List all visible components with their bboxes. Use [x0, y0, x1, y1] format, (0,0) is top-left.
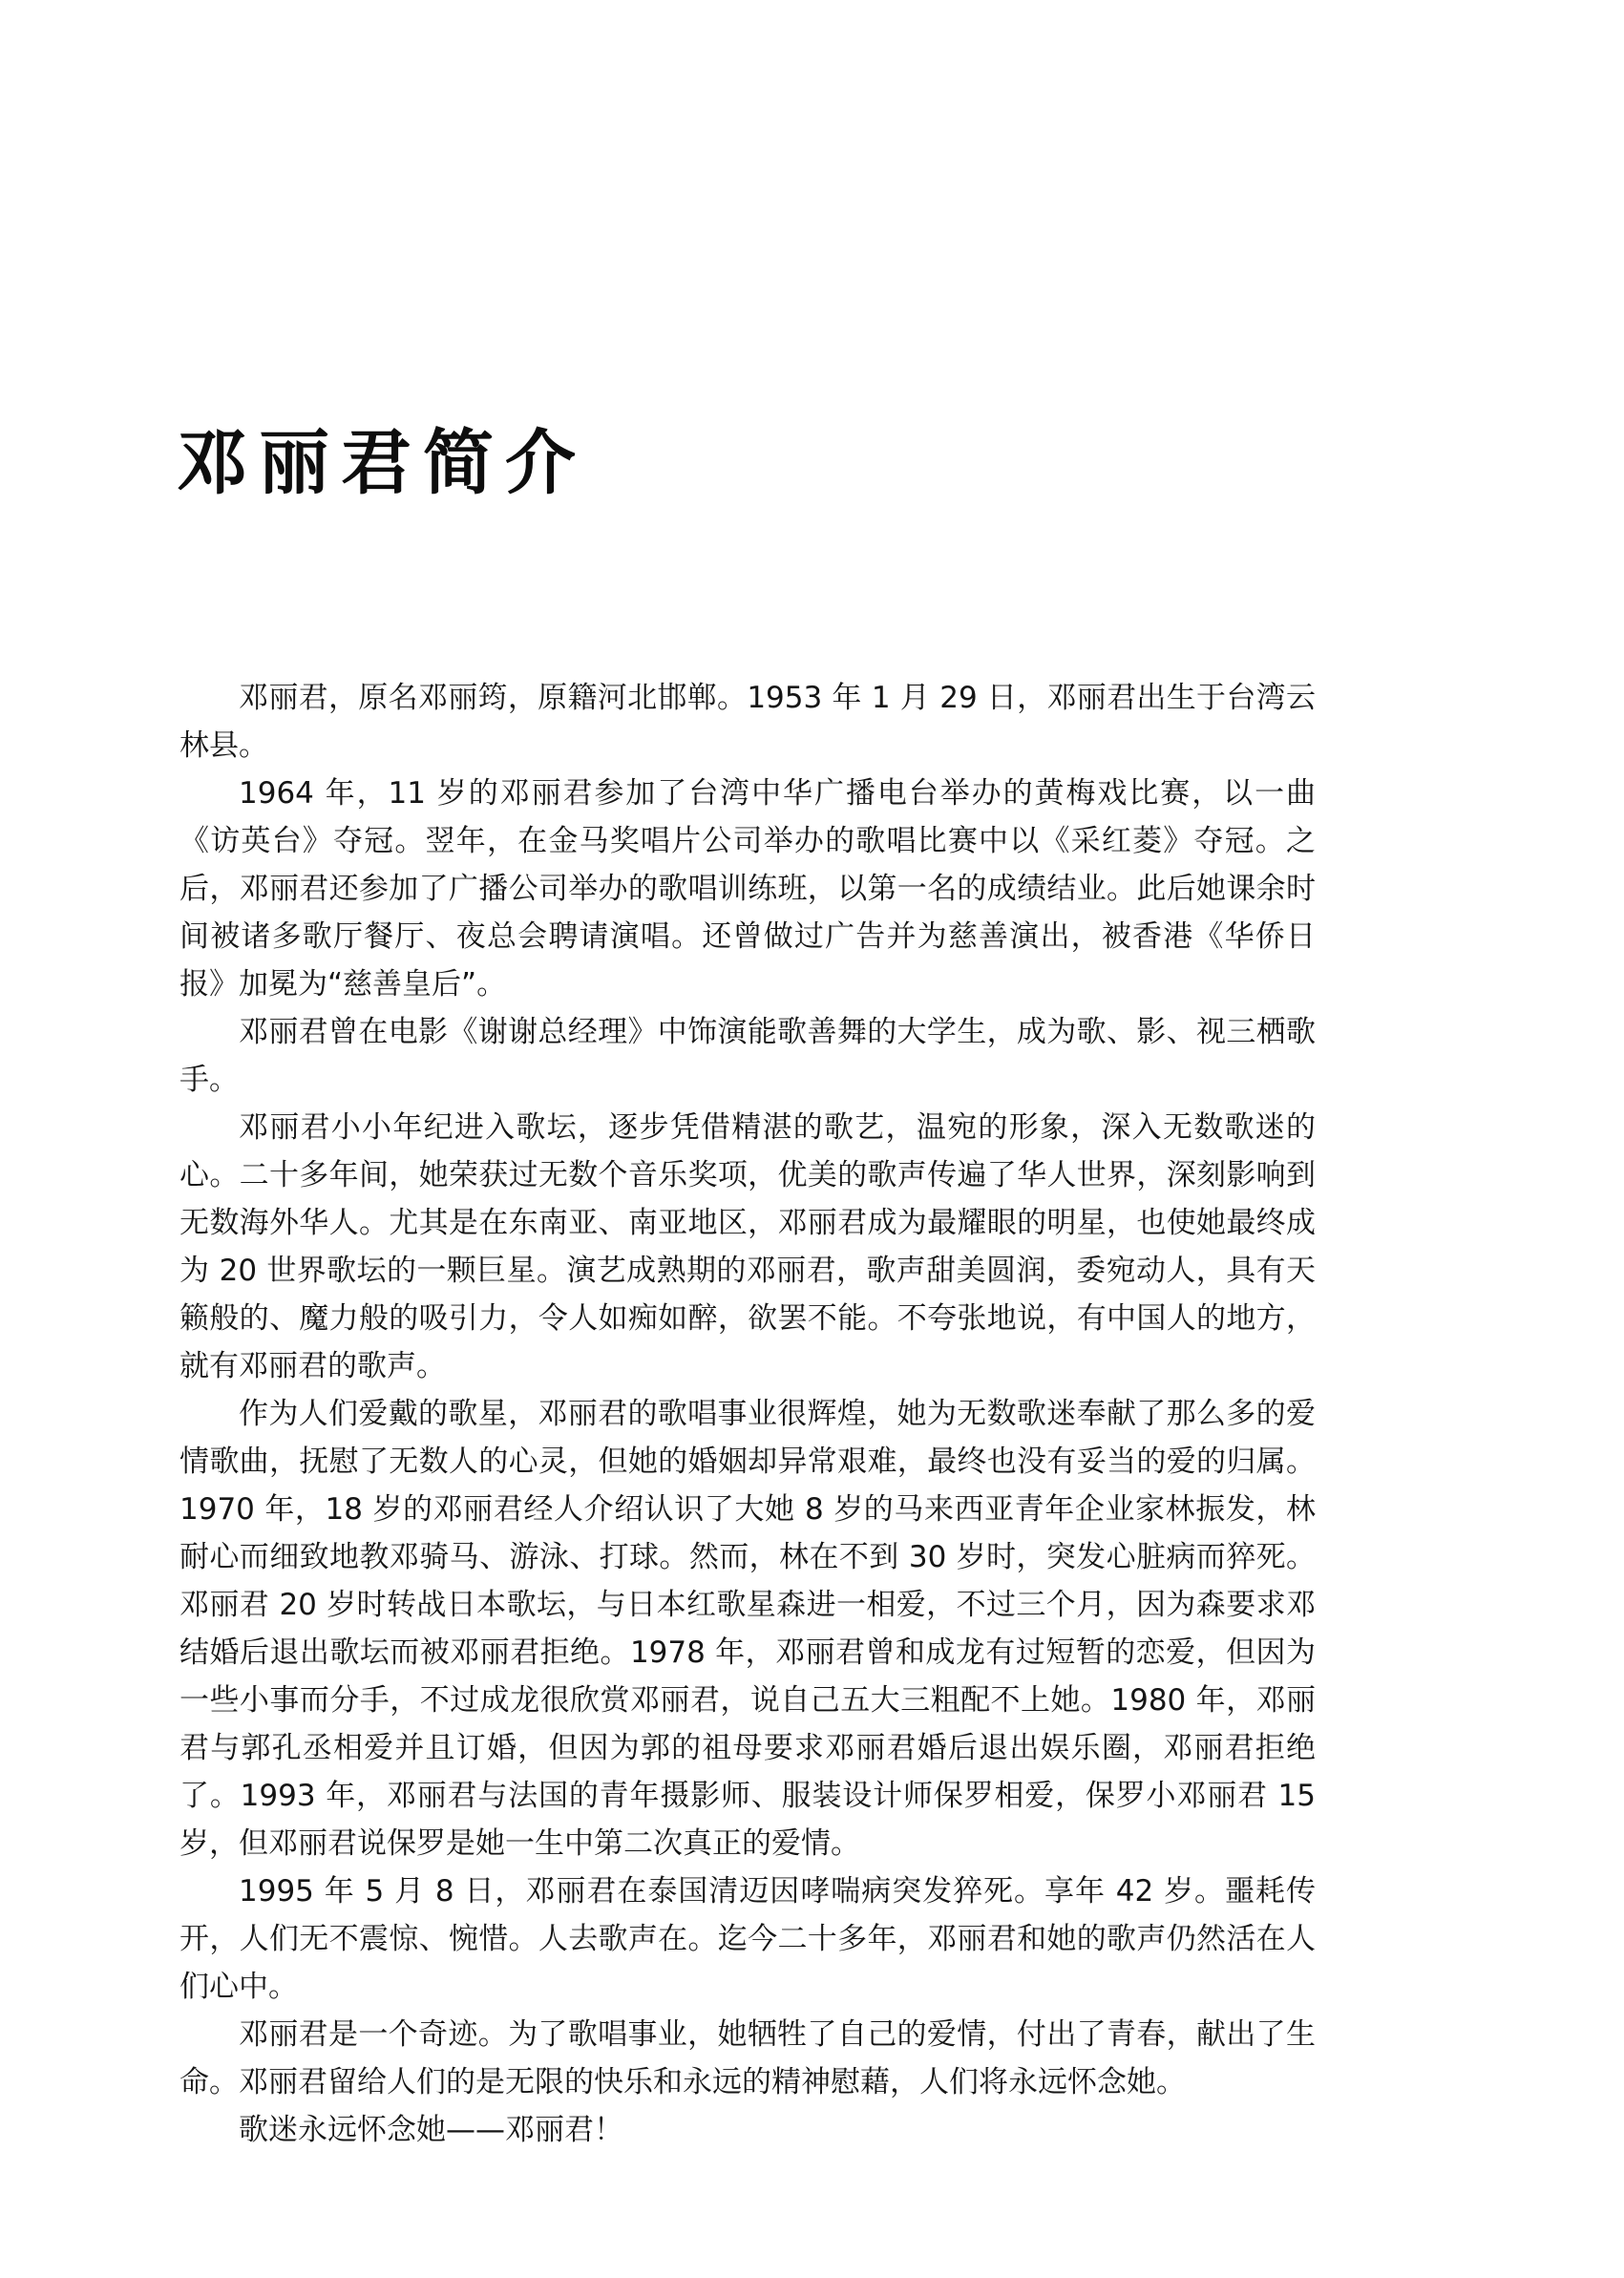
- paragraph-relationships: 作为人们爱戴的歌星，邓丽君的歌唱事业很辉煌，她为无数歌迷奉献了那么多的爱情歌曲，抚慰了无数人的心灵，但她的婚姻却异常艰难，最终也没有妥当的爱的归属。1970 年，18 岁的邓丽君经人介绍认识了大她 8 岁的马来西亚青年企业家林振发，林耐心而细致地教邓骑马、游泳、打球。然而，林在不到 30 岁时，突发心脏病而猝死。邓丽君 20 岁时转战日本歌坛，与日本红歌星森进一相爱，不过三个月，因为森要求邓结婚后退出歌坛而被邓丽君拒绝。1978 年，邓丽君曾和成龙有过短暂的恋爱，但因为一些小事而分手，不过成龙很欣赏邓丽君，说自己五大三粗配不上她。1980 年，邓丽君与郭孔丞相爱并且订婚，但因为郭的祖母要求邓丽君婚后退出娱乐圈，邓丽君拒绝了。1993 年，邓丽君与法国的青年摄影师、服装设计师保罗相爱，保罗小邓丽君 15 岁，但邓丽君说保罗是她一生中第二次真正的爱情。: [179, 1397, 1316, 1861]
- paragraph-death: 1995 年 5 月 8 日，邓丽君在泰国清迈因哮喘病突发猝死。享年 42 岁。噩耗传开，人们无不震惊、惋惜。人去歌声在。迄今二十多年，邓丽君和她的歌声仍然活在人们心中。: [179, 1874, 1316, 2004]
- paragraph-film: 邓丽君曾在电影《谢谢总经理》中饰演能歌善舞的大学生，成为歌、影、视三栖歌手。: [179, 1015, 1316, 1097]
- paragraph-fame: 邓丽君小小年纪进入歌坛，逐步凭借精湛的歌艺，温宛的形象，深入无数歌迷的心。二十多年间，她荣获过无数个音乐奖项，优美的歌声传遍了华人世界，深刻影响到无数海外华人。尤其是在东南亚、南亚地区，邓丽君成为最耀眼的明星，也使她最终成为 20 世界歌坛的一颗巨星。演艺成熟期的邓丽君，歌声甜美圆润，委宛动人，具有天籁般的、魔力般的吸引力，令人如痴如醉，欲罢不能。不夸张地说，有中国人的地方，就有邓丽君的歌声。: [179, 1110, 1316, 1383]
- paragraph-intro: 邓丽君，原名邓丽筠，原籍河北邯郸。1953 年 1 月 29 日，邓丽君出生于台湾云林县。: [179, 681, 1316, 763]
- page-title: 邓丽君简介: [177, 422, 587, 504]
- paragraph-early-career: 1964 年，11 岁的邓丽君参加了台湾中华广播电台举办的黄梅戏比赛，以一曲《访英台》夺冠。翌年，在金马奖唱片公司举办的歌唱比赛中以《采红菱》夺冠。之后，邓丽君还参加了广播公司举办的歌唱训练班，以第一名的成绩结业。此后她课余时间被诸多歌厅餐厅、夜总会聘请演唱。还曾做过广告并为慈善演出，被香港《华侨日报》加冕为“慈善皇后”。: [179, 776, 1316, 1002]
- paragraph-legacy: 邓丽君是一个奇迹。为了歌唱事业，她牺牲了自己的爱情，付出了青春，献出了生命。邓丽君留给人们的是无限的快乐和永远的精神慰藉，人们将永远怀念她。: [179, 2017, 1316, 2099]
- article-body: [179, 674, 1316, 2154]
- paragraph-closing: 歌迷永远怀念她——邓丽君！: [239, 2113, 623, 2147]
